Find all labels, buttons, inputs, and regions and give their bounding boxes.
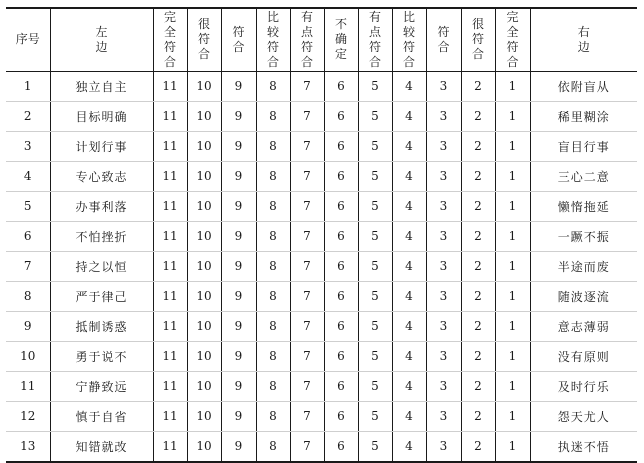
header-scale-2: 很符合	[187, 8, 221, 71]
row-num: 12	[6, 401, 50, 431]
score-cell[interactable]: 9	[221, 161, 256, 191]
score-cell[interactable]: 11	[153, 281, 187, 311]
score-cell[interactable]: 10	[187, 281, 221, 311]
score-cell[interactable]: 3	[426, 311, 461, 341]
score-cell[interactable]: 11	[153, 371, 187, 401]
score-cell[interactable]: 6	[324, 311, 358, 341]
score-cell[interactable]: 5	[358, 131, 392, 161]
score-cell[interactable]: 9	[221, 281, 256, 311]
header-left: 左边	[50, 8, 153, 71]
score-cell[interactable]: 9	[221, 71, 256, 101]
header-right: 右边	[530, 8, 637, 71]
score-cell[interactable]: 6	[324, 101, 358, 131]
score-cell[interactable]: 11	[153, 341, 187, 371]
row-right-trait: 盲目行事	[530, 131, 637, 161]
row-right-trait: 半途而废	[530, 251, 637, 281]
score-cell[interactable]: 8	[256, 401, 290, 431]
score-cell[interactable]: 2	[461, 131, 495, 161]
score-cell[interactable]: 4	[392, 71, 426, 101]
score-cell[interactable]: 4	[392, 431, 426, 462]
score-cell[interactable]: 7	[290, 281, 324, 311]
score-cell[interactable]: 6	[324, 251, 358, 281]
score-cell[interactable]: 8	[256, 131, 290, 161]
score-cell[interactable]: 8	[256, 191, 290, 221]
score-cell[interactable]: 7	[290, 71, 324, 101]
score-cell[interactable]: 10	[187, 101, 221, 131]
header-scale-7: 有点符合	[358, 8, 392, 71]
score-cell[interactable]: 5	[358, 191, 392, 221]
score-cell[interactable]: 6	[324, 221, 358, 251]
row-num: 11	[6, 371, 50, 401]
score-cell[interactable]: 4	[392, 371, 426, 401]
row-num: 6	[6, 221, 50, 251]
score-cell[interactable]: 9	[221, 401, 256, 431]
score-cell[interactable]: 5	[358, 431, 392, 462]
score-cell[interactable]: 1	[495, 71, 530, 101]
score-cell[interactable]: 5	[358, 371, 392, 401]
score-cell[interactable]: 10	[187, 191, 221, 221]
table-row	[6, 371, 637, 401]
score-cell[interactable]: 10	[187, 131, 221, 161]
score-cell[interactable]: 10	[187, 431, 221, 462]
score-cell[interactable]: 8	[256, 431, 290, 462]
score-cell[interactable]: 1	[495, 431, 530, 462]
table-row	[6, 281, 637, 311]
score-cell[interactable]: 11	[153, 161, 187, 191]
score-cell[interactable]: 7	[290, 191, 324, 221]
score-cell[interactable]: 8	[256, 101, 290, 131]
score-cell[interactable]: 5	[358, 251, 392, 281]
score-cell[interactable]: 8	[256, 161, 290, 191]
row-num: 2	[6, 101, 50, 131]
score-cell[interactable]: 4	[392, 131, 426, 161]
score-cell[interactable]: 4	[392, 251, 426, 281]
header-scale-8: 比较符合	[392, 8, 426, 71]
score-cell[interactable]: 7	[290, 341, 324, 371]
table-row	[6, 341, 637, 371]
score-cell[interactable]: 2	[461, 71, 495, 101]
score-cell[interactable]: 2	[461, 281, 495, 311]
score-cell[interactable]: 8	[256, 281, 290, 311]
row-left-trait: 抵制诱惑	[50, 311, 153, 341]
score-cell[interactable]: 8	[256, 341, 290, 371]
score-cell[interactable]: 4	[392, 311, 426, 341]
score-cell[interactable]: 3	[426, 431, 461, 462]
row-left-trait: 独立自主	[50, 71, 153, 101]
score-cell[interactable]: 1	[495, 281, 530, 311]
row-left-trait: 不怕挫折	[50, 221, 153, 251]
score-cell[interactable]: 4	[392, 341, 426, 371]
score-cell[interactable]: 9	[221, 251, 256, 281]
header-scale-9: 符合	[426, 8, 461, 71]
score-cell[interactable]: 6	[324, 131, 358, 161]
score-cell[interactable]: 10	[187, 401, 221, 431]
score-cell[interactable]: 2	[461, 191, 495, 221]
row-left-trait: 专心致志	[50, 161, 153, 191]
row-num: 5	[6, 191, 50, 221]
header-scale-4: 比较符合	[256, 8, 290, 71]
row-right-trait: 依附盲从	[530, 71, 637, 101]
table-row	[6, 161, 637, 191]
row-left-trait: 勇于说不	[50, 341, 153, 371]
score-cell[interactable]: 11	[153, 101, 187, 131]
score-cell[interactable]: 3	[426, 341, 461, 371]
score-cell[interactable]: 11	[153, 191, 187, 221]
table-row	[6, 251, 637, 281]
score-cell[interactable]: 2	[461, 311, 495, 341]
score-cell[interactable]: 9	[221, 101, 256, 131]
score-cell[interactable]: 6	[324, 431, 358, 462]
row-right-trait: 意志薄弱	[530, 311, 637, 341]
row-left-trait: 严于律己	[50, 281, 153, 311]
score-cell[interactable]: 2	[461, 221, 495, 251]
table-row	[6, 221, 637, 251]
score-cell[interactable]: 4	[392, 161, 426, 191]
score-cell[interactable]: 1	[495, 221, 530, 251]
score-cell[interactable]: 1	[495, 101, 530, 131]
row-left-trait: 计划行事	[50, 131, 153, 161]
score-cell[interactable]: 3	[426, 191, 461, 221]
self-assessment-table	[6, 7, 637, 463]
score-cell[interactable]: 5	[358, 161, 392, 191]
score-cell[interactable]: 7	[290, 371, 324, 401]
score-cell[interactable]: 11	[153, 311, 187, 341]
score-cell[interactable]: 3	[426, 401, 461, 431]
score-cell[interactable]: 4	[392, 101, 426, 131]
table-row	[6, 431, 637, 462]
row-right-trait: 一蹶不振	[530, 221, 637, 251]
score-cell[interactable]: 11	[153, 401, 187, 431]
score-cell[interactable]: 9	[221, 371, 256, 401]
score-cell[interactable]: 3	[426, 251, 461, 281]
score-cell[interactable]: 10	[187, 251, 221, 281]
score-cell[interactable]: 5	[358, 71, 392, 101]
header-row	[6, 8, 637, 71]
header-scale-1: 完全符合	[153, 8, 187, 71]
table-row	[6, 131, 637, 161]
score-cell[interactable]: 1	[495, 191, 530, 221]
row-left-trait: 办事利落	[50, 191, 153, 221]
score-cell[interactable]: 8	[256, 311, 290, 341]
score-cell[interactable]: 10	[187, 371, 221, 401]
row-num: 1	[6, 71, 50, 101]
score-cell[interactable]: 9	[221, 221, 256, 251]
score-cell[interactable]: 5	[358, 341, 392, 371]
score-cell[interactable]: 1	[495, 161, 530, 191]
score-cell[interactable]: 2	[461, 401, 495, 431]
row-right-trait: 随波逐流	[530, 281, 637, 311]
row-right-trait: 怨天尤人	[530, 401, 637, 431]
header-scale-3: 符合	[221, 8, 256, 71]
score-cell[interactable]: 2	[461, 371, 495, 401]
score-cell[interactable]: 5	[358, 281, 392, 311]
score-cell[interactable]: 6	[324, 341, 358, 371]
score-cell[interactable]: 7	[290, 101, 324, 131]
score-cell[interactable]: 8	[256, 71, 290, 101]
table-row	[6, 71, 637, 101]
score-cell[interactable]: 10	[187, 71, 221, 101]
score-cell[interactable]: 4	[392, 191, 426, 221]
score-cell[interactable]: 10	[187, 161, 221, 191]
score-cell[interactable]: 7	[290, 131, 324, 161]
score-cell[interactable]: 11	[153, 71, 187, 101]
row-num: 3	[6, 131, 50, 161]
score-cell[interactable]: 2	[461, 251, 495, 281]
score-cell[interactable]: 1	[495, 341, 530, 371]
score-cell[interactable]: 8	[256, 221, 290, 251]
row-left-trait: 知错就改	[50, 431, 153, 462]
header-scale-11: 完全符合	[495, 8, 530, 71]
row-right-trait: 懒惰拖延	[530, 191, 637, 221]
score-cell[interactable]: 3	[426, 131, 461, 161]
score-cell[interactable]: 5	[358, 401, 392, 431]
table-body	[6, 71, 637, 462]
table-row	[6, 401, 637, 431]
score-cell[interactable]: 3	[426, 221, 461, 251]
score-cell[interactable]: 2	[461, 431, 495, 462]
score-cell[interactable]: 2	[461, 101, 495, 131]
score-cell[interactable]: 7	[290, 251, 324, 281]
row-left-trait: 目标明确	[50, 101, 153, 131]
score-cell[interactable]: 11	[153, 251, 187, 281]
row-num: 4	[6, 161, 50, 191]
score-cell[interactable]: 10	[187, 341, 221, 371]
header-scale-10: 很符合	[461, 8, 495, 71]
score-cell[interactable]: 3	[426, 71, 461, 101]
table-row	[6, 101, 637, 131]
header-num: 序号	[6, 8, 50, 71]
score-cell[interactable]: 5	[358, 311, 392, 341]
score-cell[interactable]: 7	[290, 221, 324, 251]
score-cell[interactable]: 8	[256, 251, 290, 281]
score-cell[interactable]: 3	[426, 281, 461, 311]
score-cell[interactable]: 10	[187, 311, 221, 341]
score-cell[interactable]: 6	[324, 281, 358, 311]
score-cell[interactable]: 9	[221, 431, 256, 462]
score-cell[interactable]: 3	[426, 161, 461, 191]
score-cell[interactable]: 6	[324, 71, 358, 101]
row-left-trait: 宁静致远	[50, 371, 153, 401]
score-cell[interactable]: 4	[392, 281, 426, 311]
score-cell[interactable]: 11	[153, 131, 187, 161]
score-cell[interactable]: 1	[495, 311, 530, 341]
header-scale-6: 不确定	[324, 8, 358, 71]
score-cell[interactable]: 1	[495, 401, 530, 431]
row-num: 10	[6, 341, 50, 371]
score-cell[interactable]: 1	[495, 251, 530, 281]
row-right-trait: 执迷不悟	[530, 431, 637, 462]
score-cell[interactable]: 6	[324, 371, 358, 401]
score-cell[interactable]: 10	[187, 221, 221, 251]
score-cell[interactable]: 7	[290, 401, 324, 431]
score-cell[interactable]: 7	[290, 311, 324, 341]
row-right-trait: 及时行乐	[530, 371, 637, 401]
score-cell[interactable]: 11	[153, 431, 187, 462]
row-right-trait: 三心二意	[530, 161, 637, 191]
score-cell[interactable]: 6	[324, 161, 358, 191]
score-cell[interactable]: 4	[392, 401, 426, 431]
score-cell[interactable]: 6	[324, 401, 358, 431]
row-right-trait: 稀里糊涂	[530, 101, 637, 131]
header-scale-5: 有点符合	[290, 8, 324, 71]
score-cell[interactable]: 4	[392, 221, 426, 251]
row-num: 7	[6, 251, 50, 281]
score-cell[interactable]: 1	[495, 131, 530, 161]
score-cell[interactable]: 3	[426, 371, 461, 401]
score-cell[interactable]: 1	[495, 371, 530, 401]
score-cell[interactable]: 9	[221, 191, 256, 221]
row-left-trait: 慎于自省	[50, 401, 153, 431]
score-cell[interactable]: 2	[461, 161, 495, 191]
row-num: 8	[6, 281, 50, 311]
score-cell[interactable]: 6	[324, 191, 358, 221]
score-cell[interactable]: 7	[290, 431, 324, 462]
score-cell[interactable]: 9	[221, 131, 256, 161]
score-cell[interactable]: 11	[153, 221, 187, 251]
score-cell[interactable]: 7	[290, 161, 324, 191]
row-left-trait: 持之以恒	[50, 251, 153, 281]
row-num: 13	[20, 439, 36, 453]
table-row	[6, 191, 637, 221]
row-right-trait: 没有原则	[530, 341, 637, 371]
table-row	[6, 311, 637, 341]
row-num: 9	[6, 311, 50, 341]
score-cell[interactable]: 9	[221, 341, 256, 371]
score-cell[interactable]: 2	[461, 341, 495, 371]
score-cell[interactable]: 9	[221, 311, 256, 341]
score-cell[interactable]: 3	[426, 101, 461, 131]
score-cell[interactable]: 5	[358, 221, 392, 251]
score-cell[interactable]: 8	[256, 371, 290, 401]
score-cell[interactable]: 5	[358, 101, 392, 131]
